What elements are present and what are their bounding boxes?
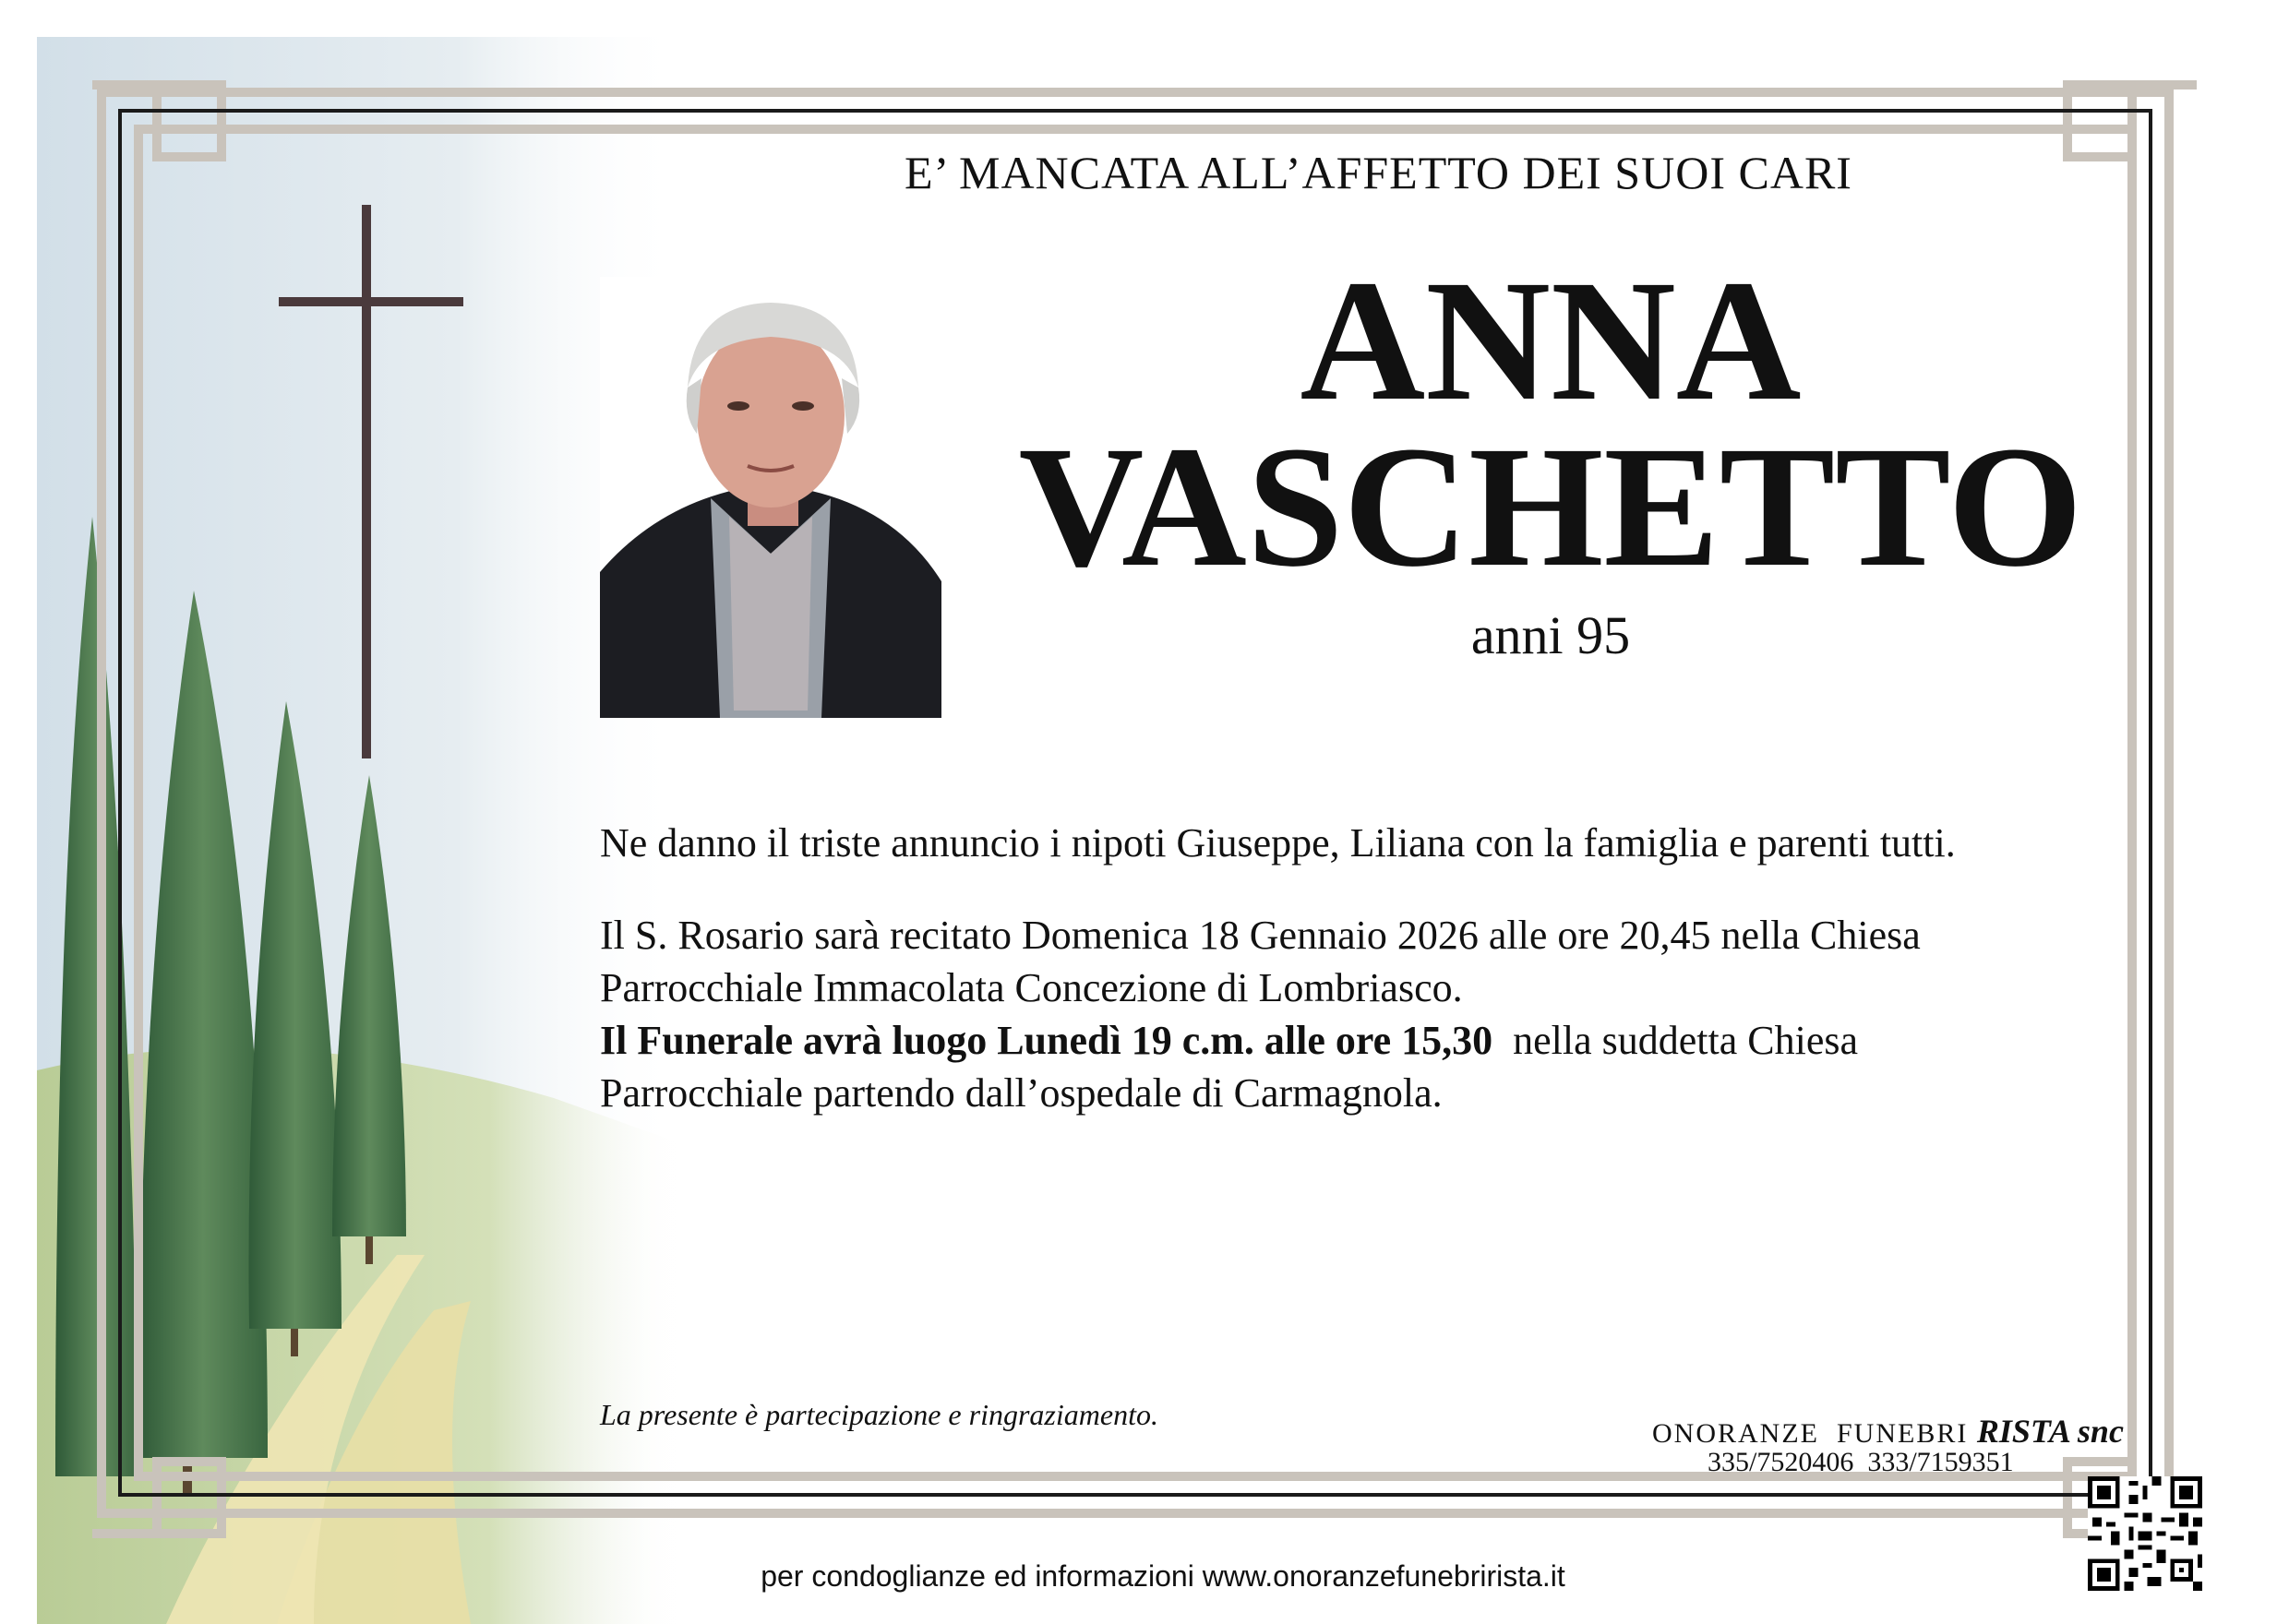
portrait-photo (600, 277, 941, 718)
footer-contact: per condoglianze ed informazioni www.onoranzefunebrirista.it (761, 1559, 1565, 1593)
notice-heading: E’ MANCATA ALL’AFFETTO DEI SUOI CARI (905, 147, 1852, 198)
qr-code-icon (2088, 1476, 2202, 1591)
rosary-line-1: Il S. Rosario sarà recitato Domenica 18 Gennaio 2026 alle ore 20,45 nella Chiesa (600, 913, 1921, 958)
thanks-note: La presente è partecipazione e ringraziamento. (600, 1398, 1158, 1431)
funeral-details-bold: Il Funerale avrà luogo Lunedì 19 c.m. alle ore 15,30 (600, 1018, 1493, 1063)
rosary-line-2: Parrocchiale Immacolata Concezione di Lombriasco. (600, 965, 1463, 1010)
agency-brand: RISTA snc (1976, 1413, 2124, 1450)
agency-phones: 335/7520406 333/7159351 (1708, 1447, 2014, 1477)
funeral-line-1 (600, 1014, 1858, 1067)
announcement-paragraph: Ne danno il triste annuncio i nipoti Giuseppe, Liliana con la famiglia e parenti tutti. (600, 820, 1956, 866)
agency-label: ONORANZE FUNEBRI (1652, 1418, 1969, 1449)
deceased-last-name: VASCHETTO (1018, 410, 2083, 603)
deceased-age: anni 95 (1470, 605, 1631, 665)
funeral-line-2: Parrocchiale partendo dall’ospedale di Carmagnola. (600, 1070, 1443, 1116)
funeral-details-rest: nella suddetta Chiesa (1492, 1018, 1859, 1063)
deceased-first-name: ANNA (1300, 244, 1802, 436)
agency-name (1652, 1412, 2124, 1451)
